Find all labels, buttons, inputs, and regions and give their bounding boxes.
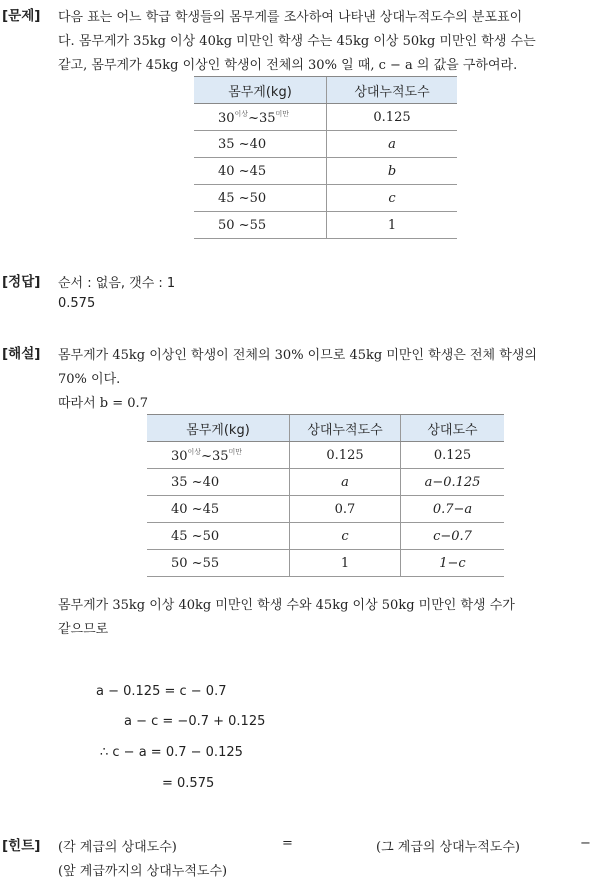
solution-table	[147, 414, 504, 577]
table-row	[147, 442, 504, 469]
class-cell: 50 ~55	[194, 212, 327, 239]
cum-cell: a	[327, 131, 458, 158]
hint-tag: [힌트]	[2, 838, 41, 854]
equation-1: a − 0.125 = c − 0.7	[96, 684, 227, 699]
table-row	[147, 469, 504, 496]
class-cell: 35 ~40	[147, 469, 290, 496]
cum-cell: 1	[327, 212, 458, 239]
rel-cell: a−0.125	[401, 469, 505, 496]
hint-equals: =	[282, 836, 293, 851]
rel-cell: c−0.7	[401, 523, 505, 550]
class-cell: 50 ~55	[147, 550, 290, 577]
hint-minus: −	[580, 836, 591, 851]
rel-cell: 0.125	[401, 442, 505, 469]
table-row	[147, 550, 504, 577]
solution-after-line-1: 몸무게가 35kg 이상 40kg 미만인 학생 수와 45kg 이상 50kg 미만인 학생 수가	[58, 598, 515, 613]
solution-line-3: 따라서 b = 0.7	[58, 396, 148, 411]
equation-3: ∴ c − a = 0.7 − 0.125	[100, 745, 243, 760]
rel-cell: 1−c	[401, 550, 505, 577]
solution-after-line-2: 같으므로	[58, 622, 109, 637]
problem-table-header-weight: 몸무게(kg)	[194, 77, 327, 104]
cum-cell: b	[327, 158, 458, 185]
hint-part-3: (앞 계급까지의 상대누적도수)	[58, 864, 228, 879]
problem-line-2: 다. 몸무게가 35kg 이상 40kg 미만인 학생 수는 45kg 이상 50kg 미만인 학생 수는	[58, 34, 536, 49]
table-row	[194, 212, 457, 239]
class-cell: 45 ~50	[147, 523, 290, 550]
answer-value: 0.575	[58, 296, 96, 311]
problem-line-3: 같고, 몸무게가 45kg 이상인 학생이 전체의 30% 일 때, c − a 의 값을 구하여라.	[58, 58, 518, 73]
problem-table-header-cum: 상대누적도수	[327, 77, 458, 104]
solution-table-header-rel: 상대도수	[401, 415, 505, 442]
class-cell: $30^{이상}\sim 35^{미만}$	[147, 442, 290, 469]
cum-cell: 0.125	[290, 442, 401, 469]
rel-cell: 0.7−a	[401, 496, 505, 523]
table-row	[147, 496, 504, 523]
cum-cell: 1	[290, 550, 401, 577]
equation-4: = 0.575	[162, 776, 215, 791]
equation-2: a − c = −0.7 + 0.125	[124, 714, 266, 729]
problem-table	[194, 76, 457, 239]
class-cell: 45 ~50	[194, 185, 327, 212]
solution-table-header-weight: 몸무게(kg)	[147, 415, 290, 442]
table-row	[194, 104, 457, 131]
table-row	[194, 185, 457, 212]
cum-cell: a	[290, 469, 401, 496]
cum-cell: c	[290, 523, 401, 550]
answer-tag: [정답]	[2, 274, 41, 290]
table-row	[194, 131, 457, 158]
class-cell: 40 ~45	[147, 496, 290, 523]
solution-table-header-cum: 상대누적도수	[290, 415, 401, 442]
table-row	[147, 523, 504, 550]
solution-tag: [해설]	[2, 346, 41, 362]
problem-tag: [문제]	[2, 8, 41, 24]
cum-cell: 0.7	[290, 496, 401, 523]
class-cell: 40 ~45	[194, 158, 327, 185]
solution-line-2: 70% 이다.	[58, 372, 121, 387]
hint-part-1: (각 계급의 상대도수)	[58, 840, 177, 855]
problem-line-1: 다음 표는 어느 학급 학생들의 몸무게를 조사하여 나타낸 상대누적도수의 분포표이	[58, 10, 523, 25]
cum-cell: 0.125	[327, 104, 458, 131]
class-cell: 35 ~40	[194, 131, 327, 158]
table-row	[194, 158, 457, 185]
hint-part-2: (그 계급의 상대누적도수)	[376, 840, 520, 855]
answer-line-1: 순서 : 없음, 갯수 : 1	[58, 276, 176, 291]
solution-line-1: 몸무게가 45kg 이상인 학생이 전체의 30% 이므로 45kg 미만인 학생은 전체 학생의	[58, 348, 537, 363]
cum-cell: c	[327, 185, 458, 212]
class-cell: $30^{이상}\sim 35^{미만}$	[194, 104, 327, 131]
